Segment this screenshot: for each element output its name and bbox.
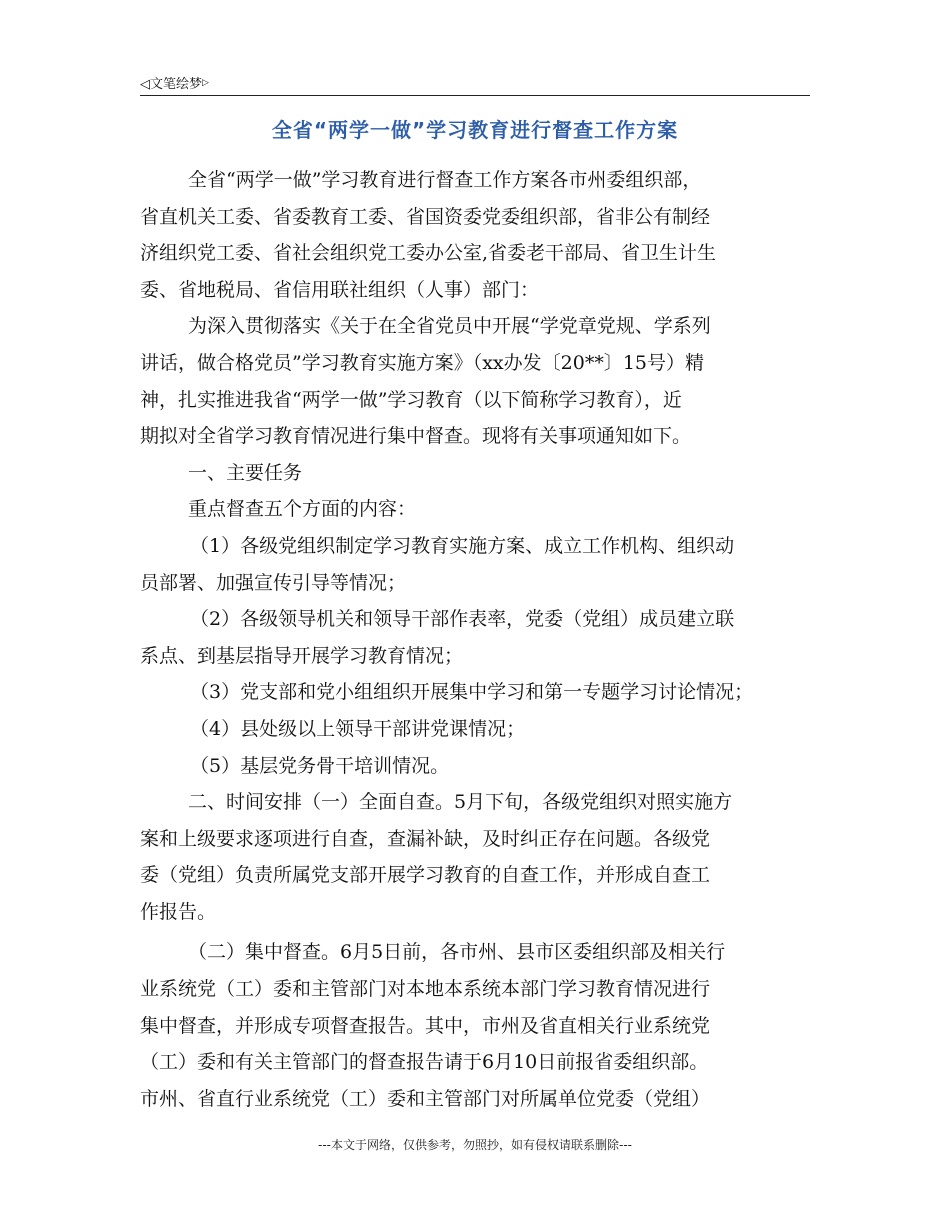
right-triangle-icon: ▷ <box>202 78 209 88</box>
text-line: 全省“两学一做”学习教育进行督查工作方案各市州委组织部， <box>188 169 702 191</box>
text-line: 员部署、加强宣传引导等情况； <box>140 571 407 594</box>
document-body <box>140 162 812 1117</box>
text-line: （二）集中督查。6月5日前，各市州、县市区委组织部及相关行 <box>188 941 726 964</box>
list-item: （5）基层党务骨干培训情况。 <box>190 754 450 777</box>
text-line: 作报告。 <box>140 900 217 923</box>
text-line: （工）委和有关主管部门的督查报告请于6月10日前报省委组织部。 <box>140 1051 709 1074</box>
text-line: 讲话，做合格党员”学习教育实施方案》（xx办发〔20**〕15号）精 <box>140 351 704 374</box>
left-triangle-icon: ◁ <box>140 77 150 92</box>
text-line: 委（党组）负责所属党支部开展学习教育的自查工作，并形成自查工 <box>140 864 711 887</box>
text-line: 系点、到基层指导开展学习教育情况； <box>140 644 464 667</box>
list-item: （4）县处级以上领导干部讲党课情况； <box>190 717 526 740</box>
text-line: 为深入贯彻落实《关于在全省党员中开展“学党章党规、学系列 <box>188 315 711 338</box>
list-item: （1）各级党组织制定学习教育实施方案、成立工作机构、组织动 <box>190 534 735 557</box>
text-line: 集中督查，并形成专项督查报告。其中，市州及省直相关行业系统党 <box>140 1014 711 1037</box>
document-footer: ---本文于网络，仅供参考，勿照抄，如有侵权请联系删除--- <box>318 1138 632 1152</box>
text-line: 神，扎实推进我省“两学一做”学习教育（以下简称学习教育），近 <box>140 388 682 411</box>
text-line: 委、省地税局、省信用联社组织（人事）部门： <box>140 278 540 301</box>
header-brand: 文笔绘梦 <box>150 77 203 92</box>
document-header <box>140 72 810 96</box>
text-line: 市州、省直行业系统党（工）委和主管部门对所属单位党委（党组） <box>140 1087 711 1110</box>
section-heading: 一、主要任务 <box>188 461 303 484</box>
section-heading: 二、时间安排（一）全面自查。5月下旬，各级党组织对照实施方 <box>188 791 733 814</box>
document-title: 全省“两学一做”学习教育进行督查工作方案 <box>271 118 679 142</box>
text-line: 期拟对全省学习教育情况进行集中督查。现将有关事项通知如下。 <box>140 425 692 448</box>
list-item: （2）各级领导机关和领导干部作表率，党委（党组）成员建立联 <box>190 608 735 631</box>
text-line: 案和上级要求逐项进行自查，查漏补缺，及时纠正存在问题。各级党 <box>140 827 711 850</box>
text-line: 济组织党工委、省社会组织党工委办公室,省委老干部局、省卫生计生 <box>140 242 717 265</box>
text-line: 业系统党（工）委和主管部门对本地本系统本部门学习教育情况进行 <box>140 978 711 1001</box>
text-line: 重点督查五个方面的内容： <box>188 498 417 521</box>
text-line: 省直机关工委、省委教育工委、省国资委党委组织部，省非公有制经 <box>140 205 711 228</box>
list-item: （3）党支部和党小组组织开展集中学习和第一专题学习讨论情况； <box>190 681 754 704</box>
